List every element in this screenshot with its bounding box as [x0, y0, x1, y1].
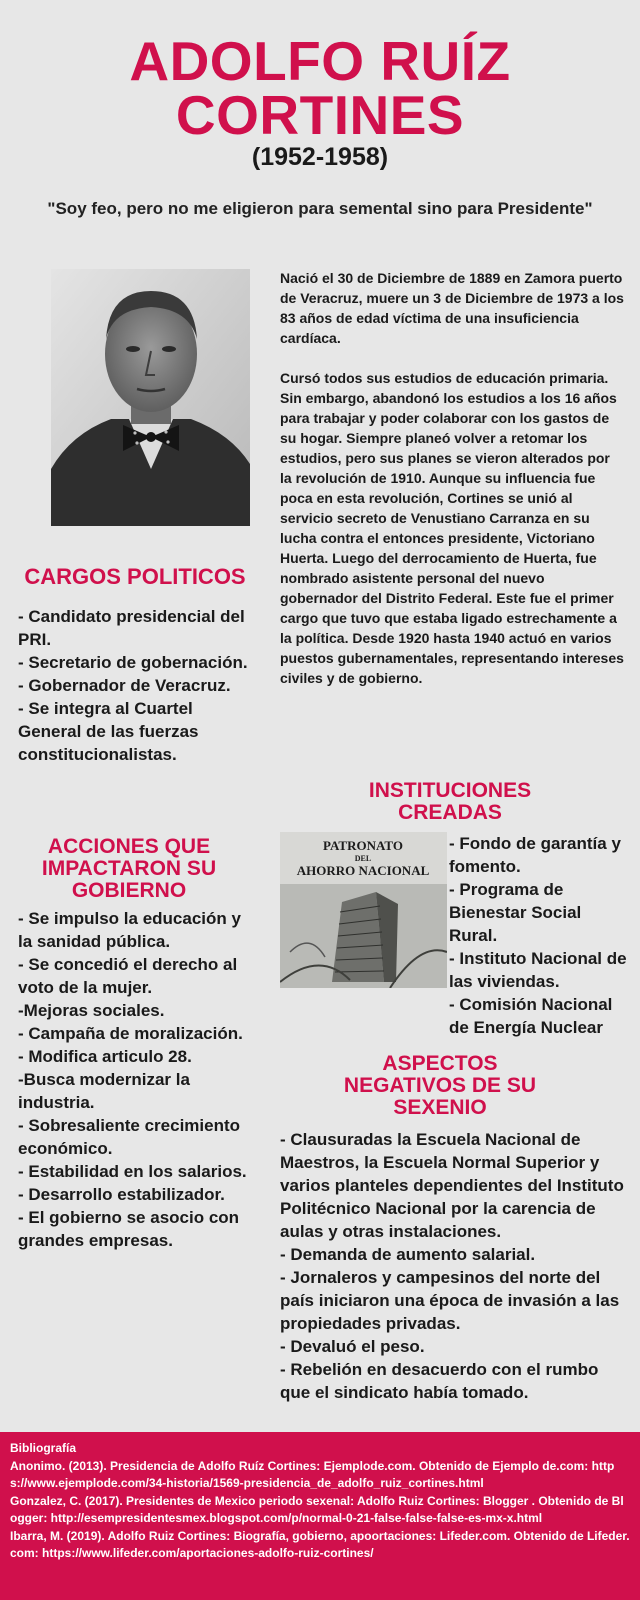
list-item: - Modifica articulo 28. — [18, 1047, 192, 1066]
list-item: - Campaña de moralización. — [18, 1024, 243, 1043]
page-title — [0, 30, 640, 146]
list-item: - Comisión Nacional de Energía Nuclear — [449, 995, 613, 1037]
list-item: -Mejoras sociales. — [18, 1001, 165, 1020]
list-item: - Se concedió el derecho al voto de la mujer. — [18, 955, 238, 997]
list-item: propiedades privadas. — [280, 1314, 461, 1333]
list-item: - Jornaleros y campesinos del norte del país iniciaron una época de invasión a las — [280, 1268, 620, 1310]
image-caption-line-1: PATRONATO — [323, 838, 403, 853]
bibliography-heading: Bibliografía — [10, 1441, 77, 1455]
list-item: - Candidato presidencial del PRI. — [18, 607, 245, 649]
title-line-2: CORTINES — [175, 84, 465, 146]
list-item: - Devaluó el peso. — [280, 1337, 425, 1356]
term-years: (1952-1958) — [251, 143, 389, 171]
list-item: -Busca modernizar la industria. — [18, 1070, 190, 1112]
instituciones-heading: INSTITUCIONES CREADAS — [368, 779, 532, 824]
negativos-list — [280, 1128, 630, 1404]
list-item: - Demanda de aumento salarial. — [280, 1245, 536, 1264]
bibliography-entry: Anonimo. (2013). Presidencia de Adolfo Ruíz Cortines: Ejemplode.com. Obtenido de Ejemplo de.com: https://www.ejemplode.com/34-historia/1569-presidencia_de_adolfo_ruiz_cortines.html — [10, 1458, 615, 1490]
list-item: - Clausuradas la Escuela Nacional de Maestros, la Escuela Normal Superior y varios planteles dependientes del Instituto Politécnico Nacional por la carencia de aulas y otras instalaciones. — [280, 1130, 624, 1241]
list-item: - Fondo de garantía y fomento. — [449, 834, 621, 876]
image-caption-line-3: AHORRO NACIONAL — [296, 863, 430, 878]
biography-paragraph-2: Cursó todos sus estudios de educación primaria. Sin embargo, abandonó los estudios a los 16 años para trabajar y poder colaborar con los gastos de su hogar. Siempre planeó volver a retomar los estudios, pero sus planes se vieron alterados por la revolución de 1910. Aunque su influencia fue poca en esta revolución, Cortines se unió al servicio secreto de Venustiano Carranza en su lucha contra el entonces presidente, Victoriano Huerta. Luego del derrocamiento de Huerta, fue nombrado asistente personal del nuevo gobernador del Distrito Federal. Este fue el primer cargo que tuvo que estaba ligado estrechamente a la política. Desde 1920 hasta 1940 actuó en varios puestos gubernamentales, representando intereses civiles y de gobierno. — [280, 370, 624, 686]
list-item: - Gobernador de Veracruz. — [18, 676, 231, 695]
ahorro-nacional-image — [280, 832, 447, 988]
cargos-list — [18, 605, 248, 766]
image-caption-line-2: DEL — [354, 854, 372, 863]
instituciones-list — [449, 832, 634, 1039]
biography-paragraph-1: Nació el 30 de Diciembre de 1889 en Zamora puerto de Veracruz, muere un 3 de Diciembre de 1973 a los 83 años de edad víctima de una insuficiencia cardíaca. — [280, 270, 624, 346]
bibliography-entry: Ibarra, M. (2019). Adolfo Ruiz Cortines: Biografía, gobierno, apoortaciones: Lifeder.com. Obtenido de Lifeder.com: https://www.lifeder.com/aportaciones-adolfo-ruiz-cortines/ — [10, 1528, 630, 1560]
title-line-1: ADOLFO RUÍZ — [129, 30, 511, 92]
acciones-list — [18, 907, 250, 1252]
list-item: - El gobierno se asocio con grandes empresas. — [18, 1208, 240, 1250]
list-item: - Desarrollo estabilizador. — [18, 1185, 225, 1204]
list-item: - Rebelión en desacuerdo con el rumbo que el sindicato había tomado. — [280, 1360, 599, 1402]
list-item: - Se impulso la educación y la sanidad pública. — [18, 909, 241, 951]
list-item: - Programa de Bienestar Social Rural. — [449, 880, 582, 945]
acciones-heading: ACCIONES QUE IMPACTARON SU GOBIERNO — [41, 835, 217, 902]
list-item: - Secretario de gobernación. — [18, 653, 248, 672]
portrait-photo — [51, 269, 250, 526]
list-item: - Estabilidad en los salarios. — [18, 1162, 247, 1181]
quote: "Soy feo, pero no me eligieron para semental sino para Presidente" — [47, 199, 593, 218]
negativos-heading: ASPECTOS NEGATIVOS DE SU SEXENIO — [343, 1052, 537, 1119]
list-item: - Instituto Nacional de las viviendas. — [449, 949, 627, 991]
bibliography-entry: Gonzalez, C. (2017). Presidentes de Mexico periodo sexenal: Adolfo Ruiz Cortines: Blogger . Obtenido de Blogger: http://esempresidentesmex.blogspot.com/p/normal-0-21-false-false-false-es-mx-x.html — [10, 1493, 624, 1525]
cargos-heading: CARGOS POLITICOS — [24, 564, 246, 589]
list-item: - Sobresaliente crecimiento económico. — [18, 1116, 241, 1158]
biography — [280, 268, 625, 688]
list-item: - Se integra al Cuartel General de las fuerzas constitucionalistas. — [18, 699, 199, 764]
bibliography-footer — [0, 1432, 640, 1600]
